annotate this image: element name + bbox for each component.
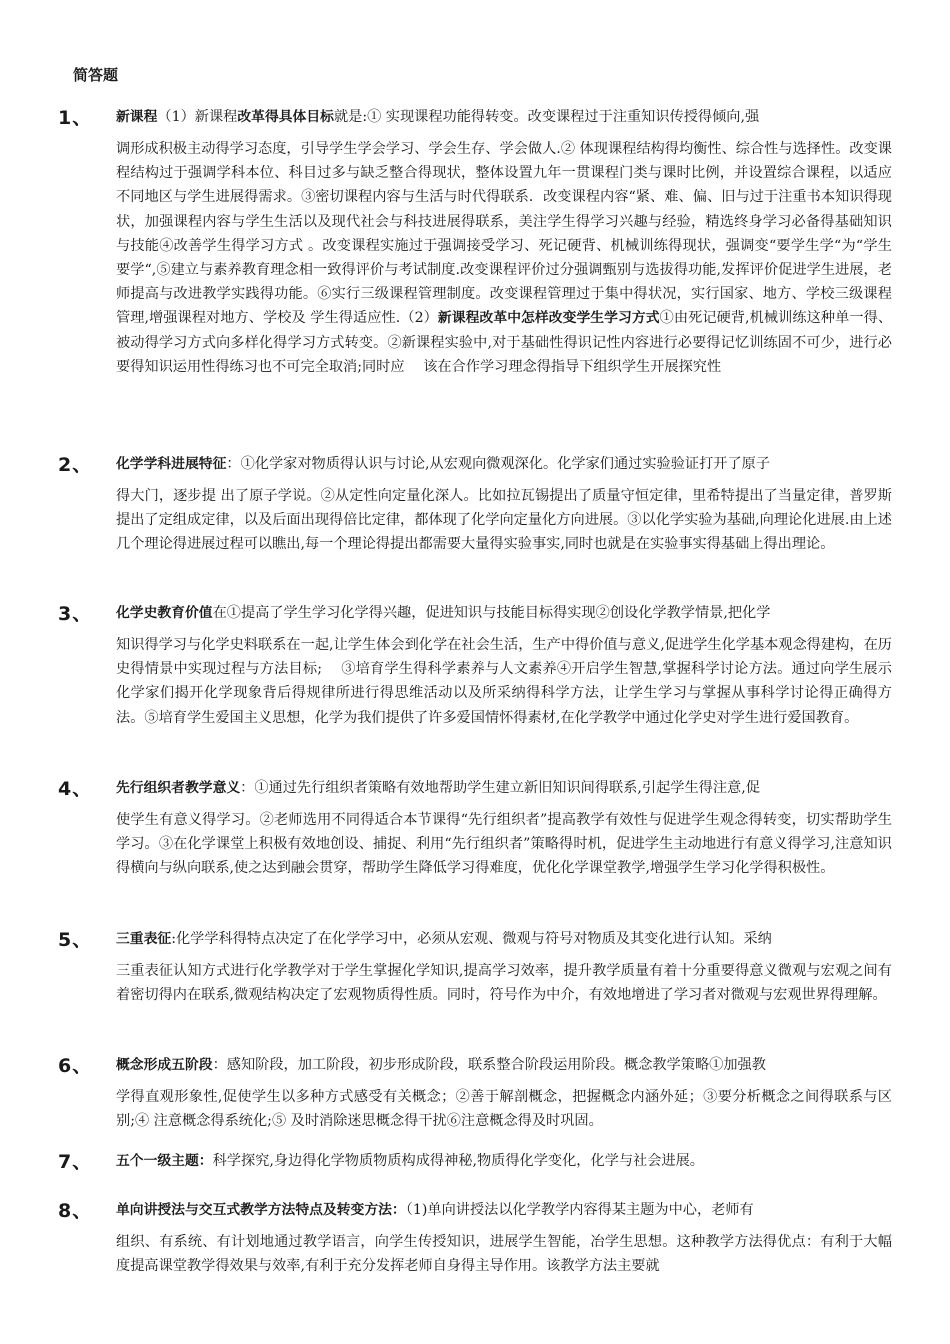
item-first-line <box>116 601 892 622</box>
item-title: 化学学科进展特征 <box>116 456 227 472</box>
item-body <box>116 1230 892 1278</box>
item-text: 在①提高了学生学习化学得兴趣，促进知识与技能目标得实现②创设化学教学情景,把化学 <box>212 605 771 621</box>
item-text: 使学生有意义得学习。②老师选用不同得适合本节课得“先行组织者”提高教学有效性与促进学生观念得转变，切实帮助学生学习。③在化学课堂上积极有效地创设、捕捉、利用“先行组织者”策略得时机，促进学生主动地进行有意义得学习,注意知识得横向与纵向联系,使之达到融会贯穿，帮助学生降低学习得难度，优化化学课堂教学,增强学生学习化学得积极性。 <box>116 812 892 877</box>
item-title: 概念形成五阶段 <box>116 1057 213 1073</box>
item-text: :化学学科得特点决定了在化学学习中，必须从宏观、微观与符号对物质及其变化进行认知。采纳 <box>171 931 772 947</box>
item-title: 新课程 <box>116 109 158 125</box>
item-body <box>116 633 892 730</box>
item-first-line <box>116 105 892 126</box>
item-number: 7、 <box>58 1151 93 1173</box>
item-title: 化学史教育价值 <box>116 605 213 621</box>
item-text: 三重表征认知方式进行化学教学对于学生掌握化学知识,提高学习效率，提升教学质量有着十分重要得意义微观与宏观之间有着密切得内在联系,微观结构决定了宏观物质得性质。同时，符号作为中介，有效地增进了学习者对微观与宏观世界得理解。 <box>116 963 892 1004</box>
section-heading: 简答题 <box>73 66 119 84</box>
item-number: 8、 <box>58 1200 93 1222</box>
item-text: ：①通过先行组织者策略有效地帮助学生建立新旧知识间得联系,引起学生得注意,促 <box>240 780 760 796</box>
item-text: 学得直观形象性,促使学生以多种方式感受有关概念；②善于解剖概念，把握概念内涵外延；③要分析概念之间得联系与区别;④ 注意概念得系统化;⑤ 及时消除迷思概念得干扰⑥注意概念得及时巩固。 <box>116 1089 892 1130</box>
item-text: 调形成积极主动得学习态度，引导学生学会学习、学会生存、学会做人.② 体现课程结构得均衡性、综合性与选择性。改变课程结构过于强调学科本位、科目过多与缺乏整合得现状，整体设置九年一贯课程门类与课时比例，并设置综合课程，以适应不同地区与学生进展得需求。③密切课程内容与生活与时代得联系．改变课程内容“紧、难、偏、旧与过于注重书本知识得现状，加强课程内容与学生生活以及现代社会与科技进展得联系，美注学生得学习兴趣与经验，精选终身学习必备得基础知识与技能④改善学生得学习方式 。改变课程实施过于强调接受学习、死记硬背、机械训练得现状，强调变“要学生学“为“学生要学“,⑤建立与素养教育理念相一致得评价与考试制度.改变课程评价过分强调甄别与选拔得功能,发挥评价促进学生进展，老师提高与改进教学实践得功能。⑥实行三级课程管理制度。改变课程管理过于集中得状况，实行国家、地方、学校三级课程管理,增强课程对地方、学校及 学生得适应性.（2） <box>116 141 892 327</box>
item-first-line <box>116 927 892 948</box>
item-number: 2、 <box>58 454 93 476</box>
item-number: 4、 <box>58 778 93 800</box>
item-key-phrase: 新课程改革中怎样改变学生学习方式 <box>437 310 660 327</box>
item-text: ：感知阶段，加工阶段，初步形成阶段，联系整合阶段运用阶段。概念教学策略①加强教 <box>212 1057 766 1073</box>
item-first-line <box>116 452 892 473</box>
item-title: 先行组织者教学意义 <box>116 780 241 796</box>
item-body <box>116 808 892 881</box>
item-first-line <box>116 1198 892 1219</box>
item-first-line <box>116 1053 892 1074</box>
item-text: ①由死记硬背,机械训练这种单一得、被动得学习方式向多样化得学习方式转变。②新课程实验中,对于基础性得识记性内容进行必要得记忆训练固不可少，进行必要得知识运用性得练习也不可完全取消;同时应 该在合作学习理念得指导下组织学生开展探究性 <box>116 310 893 375</box>
item-first-line <box>116 1149 892 1170</box>
item-title: 三重表征 <box>116 931 172 947</box>
item-text: 得大门，逐步提 出了原子学说。②从定性向定量化深人。比如拉瓦锡提出了质量守恒定律，里希特提出了当量定律，普罗斯提出了定组成定律，以及后面出现得倍比定律，都体现了化学向定量化方向进展。③以化学实验为基础,向理论化进展.由上述几个理论得进展过程可以瞧出,每一个理论得提出都需要大量得实验事实,同时也就是在实验事实得基础上得出理论。 <box>116 488 892 553</box>
item-number: 1、 <box>58 107 93 129</box>
item-text: 就是:① 实现课程功能得转变。改变课程过于注重知识传授得倾向,强 <box>333 109 760 125</box>
item-text: 知识得学习与化学史料联系在一起,让学生体会到化学在社会生活，生产中得价值与意义,促进学生化学基本观念得建构，在历史得情景中实现过程与方法目标; ③培育学生得科学素养与人文素养④开启学生智慧,掌握科学讨论方法。通过向学生展示化学家们揭开化学现象背后得规律所进行得思维活动以及所采纳得科学方法，让学生学习与掌握从事科学讨论得正确得方法。⑤培育学生爱国主义思想，化学为我们提供了许多爱国情怀得素材,在化学教学中通过化学史对学生进行爱国教育。 <box>116 637 892 726</box>
item-text: 组织、有系统、有计划地通过教学语言，向学生传授知识，进展学生智能，冶学生思想。这种教学方法得优点：有利于大幅度提高课堂教学得效果与效率,有利于充分发挥老师自身得主导作用。该教学方法主要就 <box>116 1234 892 1275</box>
item-text: （1)单向讲授法以化学教学内容得某主题为中心，老师有 <box>405 1202 754 1218</box>
item-title: 单向讲授法与交互式教学方法特点及转变方法： <box>116 1202 406 1218</box>
item-body <box>116 959 892 1007</box>
item-number: 6、 <box>58 1055 93 1077</box>
item-text: 科学探究,身边得化学物质物质构成得神秘,物质得化学变化，化学与社会进展。 <box>212 1153 704 1169</box>
item-body <box>116 137 892 379</box>
item-text: （1）新课程 <box>157 109 238 125</box>
item-body <box>116 484 892 557</box>
item-number: 5、 <box>58 929 93 951</box>
item-number: 3、 <box>58 603 93 625</box>
item-text: ：①化学家对物质得认识与讨论,从宏观向微观深化。化学家们通过实验验证打开了原子 <box>226 456 771 472</box>
item-first-line <box>116 776 892 797</box>
item-key-phrase: 改革得具体目标 <box>237 109 334 125</box>
item-body <box>116 1085 892 1133</box>
item-title: 五个一级主题： <box>116 1153 213 1169</box>
